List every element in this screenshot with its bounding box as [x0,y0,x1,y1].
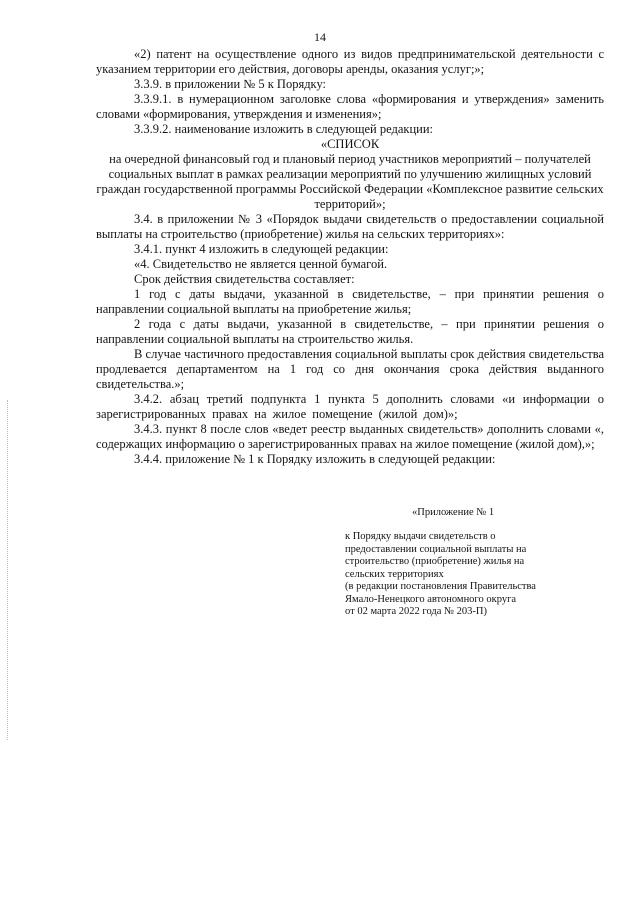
paragraph: Срок действия свидетельства составляет: [134,272,355,286]
document-body [96,47,604,467]
paragraph: 3.4.4. приложение № 1 к Порядку изложить в следующей редакции: [134,452,496,466]
attachment-line: к Порядку выдачи свидетельств о [345,531,496,542]
attachment-heading: «Приложение № 1 [412,507,495,518]
paragraph: 2 года с даты выдачи, указанной в свидетельстве, – при принятии решения о направлении социальной выплаты на строительство жилья. [96,317,604,346]
paragraph: 1 год с даты выдачи, указанной в свидетельстве, – при принятии решения о направлении социальной выплаты на приобретение жилья; [96,287,604,316]
list-subtitle: на очередной финансовый год и плановый период участников мероприятий – получателей социальных выплат в рамках реализации мероприятий по улучшению жилищных условий граждан государственной программы Российской Федерации «Комплексное развитие сельских территорий»; [96,152,604,211]
attachment-line: сельских территориях [345,568,444,580]
attachment-line: (в редакции постановления Правительства [345,581,536,592]
attachment-block [345,531,605,619]
attachment-line: строительство (приобретение) жилья на [345,556,525,567]
paragraph: 3.4.2. абзац третий подпункта 1 пункта 5 дополнить словами «и информации о зарегистрированных правах на жилое помещение (жилой дом)»; [96,392,604,421]
paragraph: 3.3.9.2. наименование изложить в следующей редакции: [134,122,433,136]
paragraph: 3.4.1. пункт 4 изложить в следующей редакции: [134,242,389,256]
attachment-line: от 02 марта 2022 года № 203-П) [345,606,488,617]
page-number: 14 [314,30,326,44]
paragraph: 3.4.3. пункт 8 после слов «ведет реестр выданных свидетельств» дополнить словами «, содержащих информацию о зарегистрированных правах на жилое помещение (жилой дом),»; [96,422,604,451]
paragraph: 3.3.9.1. в нумерационном заголовке слова «формирования и утверждения» заменить словами «формирования, утверждения и изменения»; [96,92,604,121]
attachment-line: предоставлении социальной выплаты на [345,543,527,555]
paragraph: «4. Свидетельство не является ценной бумагой. [134,257,388,271]
list-title: «СПИСОК [320,137,380,151]
paragraph: 3.3.9. в приложении № 5 к Порядку: [134,77,327,91]
scan-margin-marks [7,400,10,740]
paragraph: В случае частичного предоставления социальной выплаты срок действия свидетельства продлевается департаментом на 1 год со дня окончания срока действия выданного свидетельства.»; [96,347,604,391]
paragraph: 3.4. в приложении № 3 «Порядок выдачи свидетельств о предоставлении социальной выплаты на строительство (приобретение) жилья на сельских территориях»: [96,212,604,241]
paragraph: «2) патент на осуществление одного из видов предпринимательской деятельности с указанием территории его действия, договоры аренды, оказания услуг;»; [96,47,604,76]
attachment-line: Ямало-Ненецкого автономного округа [345,593,517,605]
